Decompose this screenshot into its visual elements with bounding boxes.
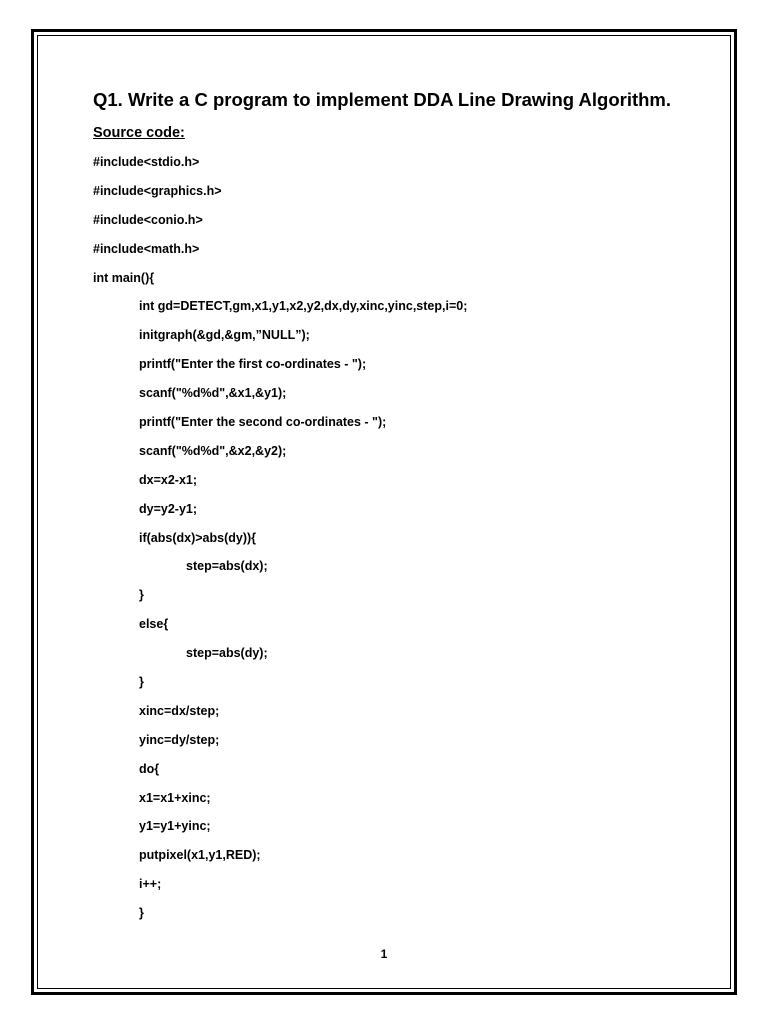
code-line: scanf("%d%d",&x1,&y1); xyxy=(139,386,287,401)
code-line: printf("Enter the first co-ordinates - "); xyxy=(139,357,367,372)
code-line: #include<math.h> xyxy=(93,241,200,256)
code-line: i++; xyxy=(139,877,162,892)
code-line: int gd=DETECT,gm,x1,y1,x2,y2,dx,dy,xinc,yinc,step,i=0; xyxy=(139,299,468,314)
question-title: Q1. Write a C program to implement DDA Line Drawing Algorithm. xyxy=(93,89,672,110)
code-line: step=abs(dy); xyxy=(186,646,268,661)
code-line: if(abs(dx)>abs(dy)){ xyxy=(139,530,257,545)
code-line: } xyxy=(139,588,144,603)
code-block xyxy=(93,148,713,928)
code-line: printf("Enter the second co-ordinates - "); xyxy=(139,415,387,430)
page-number: 1 xyxy=(380,947,388,961)
code-line: y1=y1+yinc; xyxy=(139,819,211,834)
code-line: int main(){ xyxy=(93,270,155,285)
code-line: } xyxy=(139,675,144,690)
code-line: initgraph(&gd,&gm,”NULL”); xyxy=(139,328,310,343)
code-line: else{ xyxy=(139,617,169,632)
code-line: scanf("%d%d",&x2,&y2); xyxy=(139,443,287,458)
code-line: putpixel(x1,y1,RED); xyxy=(139,848,261,863)
code-line: step=abs(dx); xyxy=(186,559,268,574)
code-line: do{ xyxy=(139,761,160,776)
code-line: dx=x2-x1; xyxy=(139,472,198,487)
code-line: #include<stdio.h> xyxy=(93,155,200,169)
code-line: #include<conio.h> xyxy=(93,212,203,227)
source-code-label: Source code: xyxy=(93,125,185,141)
code-line: #include<graphics.h> xyxy=(93,183,222,198)
code-line: x1=x1+xinc; xyxy=(139,790,211,805)
code-line: yinc=dy/step; xyxy=(139,732,220,747)
code-line: dy=y2-y1; xyxy=(139,501,198,516)
code-line: } xyxy=(139,906,144,921)
document-content xyxy=(93,86,713,928)
code-line: xinc=dx/step; xyxy=(139,703,220,718)
